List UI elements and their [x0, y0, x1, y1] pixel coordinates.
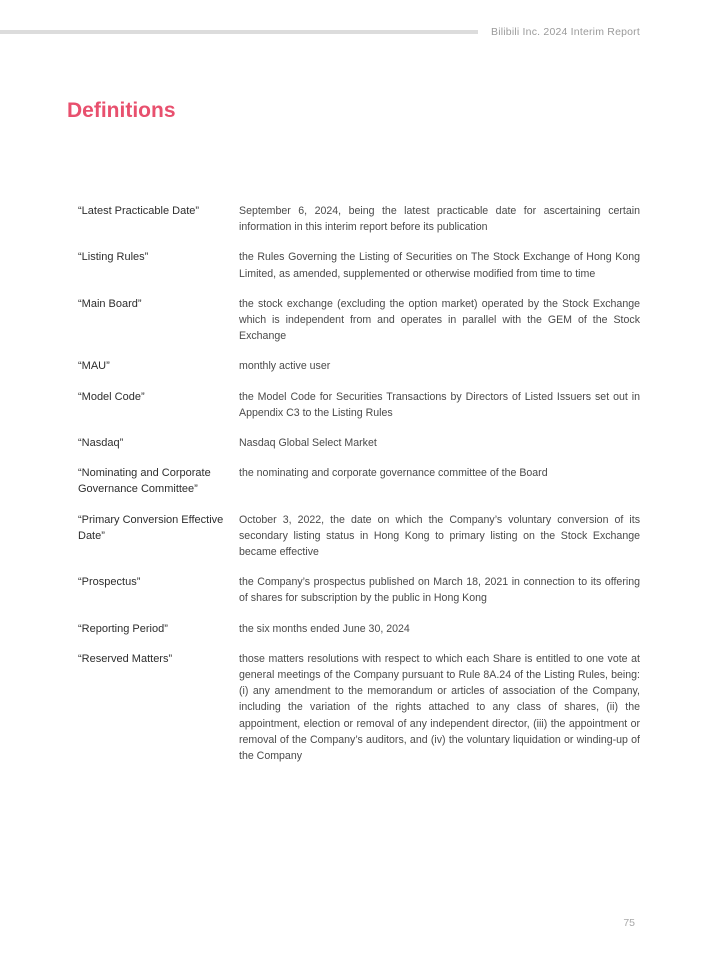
- definition-term: “Nominating and Corporate Governance Committee”: [78, 467, 211, 496]
- page-number: 75: [623, 917, 635, 929]
- definition-description: the Company’s prospectus published on March 18, 2021 in connection to its offering of shares for subscription by the public in Hong Kong: [239, 576, 640, 605]
- definition-description: monthly active user: [239, 360, 331, 373]
- definition-description: those matters resolutions with respect to which each Share is entitled to one vote at general meetings of the Company pursuant to Rule 8A.24 of the Listing Rules, being: (i) any amendment to the memorandum or articles of association of the Company, including the variation of the rights attached to any class of shares, (ii) the appointment, election or removal of any independent director, (iii) the appointment or removal of the Company’s auditors, and (iv) the voluntary liquidation or winding-up of the Company: [239, 652, 640, 763]
- definition-row: [78, 358, 640, 374]
- definition-term: “Reserved Matters”: [78, 652, 173, 665]
- definition-row: [78, 574, 640, 606]
- definition-row: [78, 203, 640, 235]
- report-header: Bilibili Inc. 2024 Interim Report: [491, 26, 640, 38]
- definition-term: “Model Code”: [78, 390, 145, 403]
- definition-term: “Main Board”: [78, 297, 142, 310]
- definition-term: “Nasdaq”: [78, 437, 124, 450]
- definition-term: “Latest Practicable Date”: [78, 205, 200, 217]
- page-title: Definitions: [67, 99, 176, 122]
- header-rule: [0, 30, 478, 34]
- definition-row: [78, 465, 640, 497]
- definition-row: [78, 389, 640, 421]
- definitions-list: [78, 203, 640, 778]
- definition-row: [78, 435, 640, 451]
- definition-term: “MAU”: [78, 360, 110, 373]
- definition-term: “Prospectus”: [78, 576, 141, 589]
- definition-row: [78, 651, 640, 764]
- definition-description: October 3, 2022, the date on which the Company’s voluntary conversion of its secondary listing status in Hong Kong to primary listing on the Stock Exchange became effective: [239, 513, 640, 559]
- definition-description: the nominating and corporate governance committee of the Board: [239, 467, 548, 480]
- definition-row: [78, 249, 640, 281]
- definition-description: the Rules Governing the Listing of Securities on The Stock Exchange of Hong Kong Limited, as amended, supplemented or otherwise modified from time to time: [239, 251, 640, 280]
- definition-row: [78, 621, 640, 637]
- definition-term: “Listing Rules”: [78, 251, 149, 264]
- definition-description: the Model Code for Securities Transactions by Directors of Listed Issuers set out in Appendix C3 to the Listing Rules: [239, 390, 640, 419]
- definition-description: September 6, 2024, being the latest practicable date for ascertaining certain information in this interim report before its publication: [239, 205, 640, 234]
- definition-term: “Primary Conversion Effective Date”: [78, 513, 224, 542]
- definition-description: Nasdaq Global Select Market: [239, 437, 377, 450]
- definition-description: the stock exchange (excluding the option market) operated by the Stock Exchange which is independent from and operates in parallel with the GEM of the Stock Exchange: [239, 297, 640, 343]
- definition-row: [78, 512, 640, 561]
- definition-description: the six months ended June 30, 2024: [239, 622, 410, 635]
- definition-term: “Reporting Period”: [78, 622, 168, 635]
- definition-row: [78, 296, 640, 345]
